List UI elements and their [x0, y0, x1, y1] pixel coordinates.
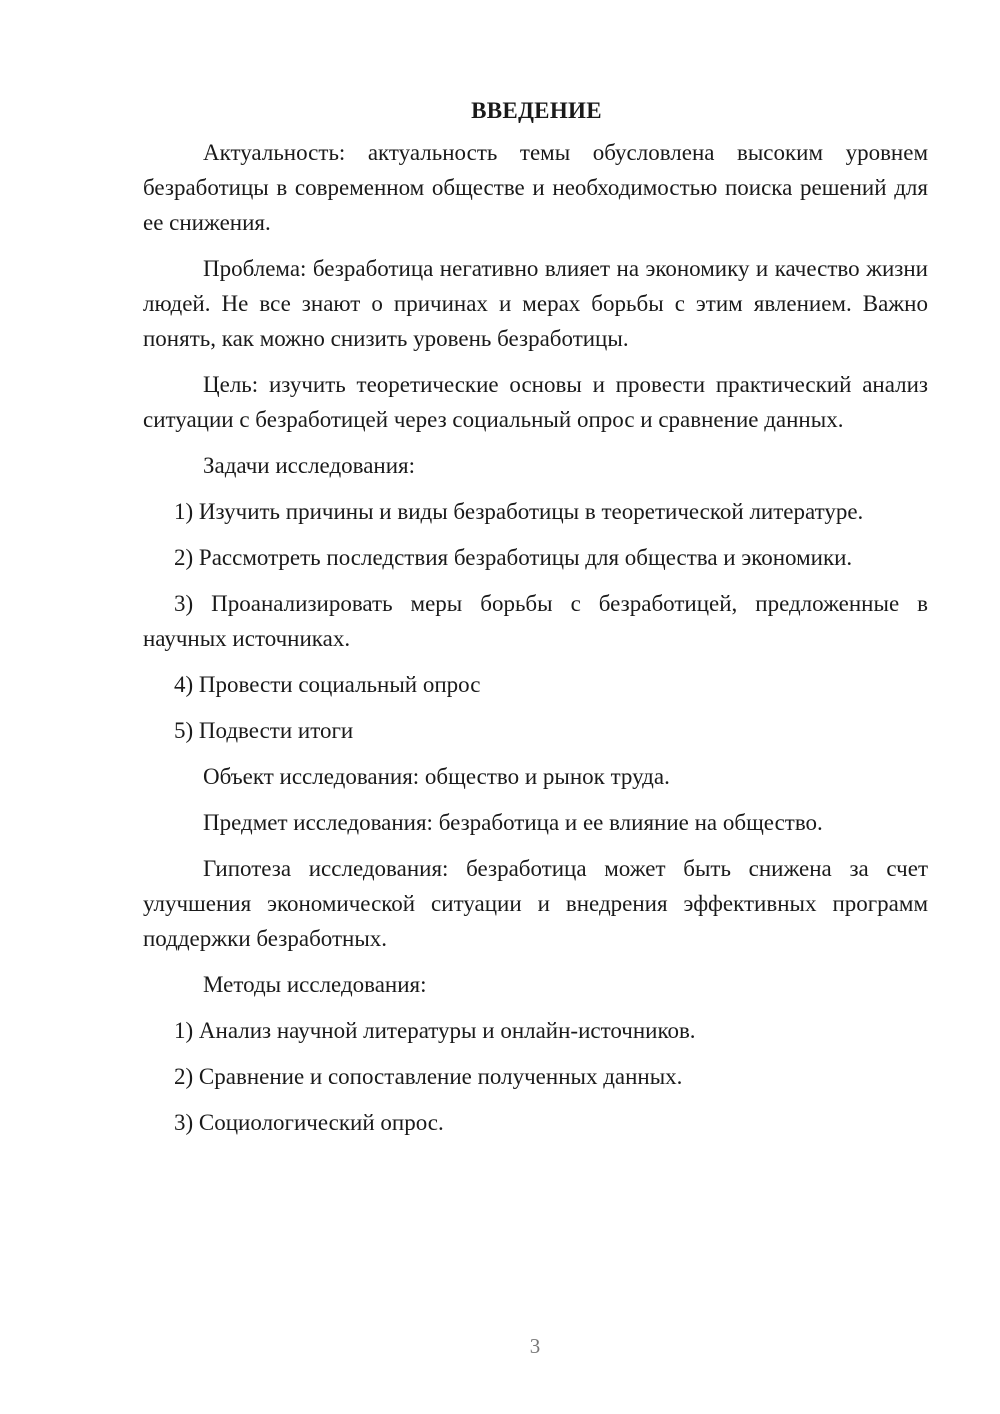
methods-heading: Методы исследования: — [203, 972, 427, 997]
page-content — [143, 93, 928, 1151]
hypothesis-paragraph: Гипотеза исследования: безработица может быть снижена за счет улучшения экономической ситуации и внедрения эффективных программ поддержки безработных. — [143, 856, 928, 951]
task-item: 4) Провести социальный опрос — [174, 672, 481, 697]
task-item: 3) Проанализировать меры борьбы с безработицей, предложенные в научных источниках. — [143, 591, 928, 651]
section-title: ВВЕДЕНИЕ — [471, 98, 602, 123]
task-item: 2) Рассмотреть последствия безработицы для общества и экономики. — [174, 545, 853, 570]
subject-paragraph: Предмет исследования: безработица и ее влияние на общество. — [203, 810, 823, 835]
problem-paragraph: Проблема: безработица негативно влияет на экономику и качество жизни людей. Не все знают о причинах и мерах борьбы с этим явлением. Важно понять, как можно снизить уровень безработицы. — [143, 256, 928, 351]
task-item: 1) Изучить причины и виды безработицы в теоретической литературе. — [174, 499, 864, 524]
relevance-paragraph: Актуальность: актуальность темы обусловлена высоким уровнем безработицы в современном обществе и необходимостью поиска решений для ее снижения. — [143, 140, 928, 235]
task-item: 5) Подвести итоги — [174, 718, 354, 743]
method-item: 2) Сравнение и сопоставление полученных данных. — [174, 1064, 683, 1089]
page-number: 3 — [529, 1334, 541, 1358]
tasks-heading: Задачи исследования: — [203, 453, 416, 478]
method-item: 3) Социологический опрос. — [174, 1110, 444, 1135]
method-item: 1) Анализ научной литературы и онлайн-источников. — [174, 1018, 696, 1043]
goal-paragraph: Цель: изучить теоретические основы и провести практический анализ ситуации с безработицей через социальный опрос и сравнение данных. — [143, 372, 928, 432]
object-paragraph: Объект исследования: общество и рынок труда. — [203, 764, 670, 789]
